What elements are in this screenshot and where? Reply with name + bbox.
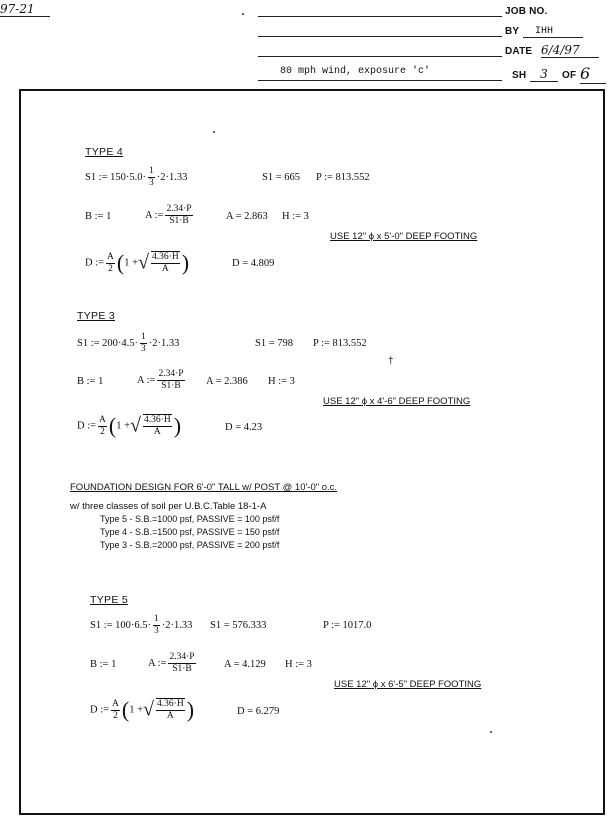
header-rule: [258, 56, 502, 57]
fraction: [157, 369, 184, 392]
d-inner: 1 +: [129, 704, 144, 716]
soil-class-line: Type 3 - S.B.=2000 psf, PASSIVE = 200 psf/f: [100, 540, 280, 550]
a-prefix: A :=: [145, 209, 164, 221]
type4-s1-equation: [85, 166, 187, 189]
job-label: JOB NO.: [505, 6, 548, 17]
stray-mark: [213, 131, 215, 133]
fraction: [151, 251, 180, 275]
fraction-denominator: A: [166, 711, 174, 721]
by-label: BY: [505, 26, 520, 37]
of-label: OF: [562, 70, 577, 81]
job-value: 97-21: [0, 2, 50, 17]
fraction-denominator: 3: [154, 626, 159, 636]
open-paren: (: [116, 250, 125, 275]
fraction: [111, 699, 120, 722]
fraction: [148, 166, 155, 189]
radical-sign: √: [138, 251, 150, 274]
fraction-denominator: S1·B: [169, 216, 189, 226]
stray-mark: †: [388, 356, 394, 367]
fraction-denominator: S1·B: [172, 664, 192, 674]
date-label: DATE: [505, 46, 533, 57]
type4-title: TYPE 4: [85, 146, 123, 158]
close-paren: ): [173, 413, 182, 438]
type3-a-equation: [137, 369, 187, 392]
fraction-denominator: A: [153, 427, 161, 437]
fraction-numerator: 1: [154, 614, 159, 624]
header-description: 80 mph wind, exposure 'c': [280, 66, 431, 77]
fraction-numerator: 2.34·P: [169, 652, 195, 662]
radical-sign: √: [143, 698, 155, 721]
fraction-denominator: A: [161, 264, 169, 274]
fraction: [106, 252, 115, 275]
header-block: [0, 0, 612, 83]
sheet-label: SH: [512, 70, 527, 81]
fraction-numerator: 2.34·P: [166, 204, 192, 214]
fraction-numerator: 4.36·H: [157, 699, 184, 709]
type3-use-note: USE 12" ϕ x 4'-6" DEEP FOOTING: [323, 396, 471, 407]
fraction-numerator: 4.36·H: [144, 415, 171, 425]
type3-s1-equation: [77, 332, 179, 355]
fraction: [140, 332, 147, 355]
type3-p-value: P := 813.552: [313, 338, 367, 349]
s1-suffix: ·2·1.33: [156, 171, 188, 183]
fraction: [165, 204, 192, 227]
type4-s1-result: S1 = 665: [262, 172, 301, 183]
d-inner: 1 +: [124, 257, 139, 269]
fraction-numerator: A: [99, 414, 106, 425]
type5-a-equation: [148, 652, 198, 675]
radical-sign: √: [130, 414, 142, 437]
a-prefix: A :=: [148, 657, 167, 669]
type5-b-def: B := 1: [90, 659, 117, 670]
open-paren: (: [108, 413, 117, 438]
header-rule: [258, 16, 502, 17]
type5-h-def: H := 3: [285, 659, 312, 670]
type4-h-def: H := 3: [282, 211, 309, 222]
fraction-denominator: 2: [113, 710, 118, 721]
fraction-denominator: 2: [108, 263, 113, 274]
s1-prefix: S1 := 200·4.5·: [77, 337, 139, 349]
type3-a-result: A = 2.386: [206, 376, 248, 387]
header-rule: [258, 80, 502, 81]
type4-b-def: B := 1: [85, 211, 112, 222]
s1-suffix: ·2·1.33: [148, 337, 180, 349]
d-prefix: D :=: [77, 420, 97, 432]
type4-d-result: D = 4.809: [232, 258, 275, 269]
type5-d-result: D = 6.279: [237, 706, 280, 717]
close-paren: ): [186, 697, 195, 722]
fraction-denominator: 2: [100, 426, 105, 437]
stray-mark: [242, 13, 244, 15]
soil-class-line: Type 5 - S.B.=1000 psf, PASSIVE = 100 psf/f: [100, 514, 280, 524]
fraction-denominator: 3: [149, 178, 154, 188]
soil-class-line: Type 4 - S.B.=1500 psf, PASSIVE = 150 psf/f: [100, 527, 280, 537]
by-value: IHH: [523, 26, 583, 38]
type4-d-equation: [85, 250, 189, 276]
fraction: [143, 414, 172, 438]
type5-d-equation: [90, 697, 194, 723]
type3-d-result: D = 4.23: [225, 422, 263, 433]
type5-title: TYPE 5: [90, 594, 128, 606]
type3-title: TYPE 3: [77, 310, 115, 322]
fraction: [168, 652, 195, 675]
type3-s1-result: S1 = 798: [255, 338, 294, 349]
d-inner: 1 +: [116, 420, 131, 432]
stray-mark: [490, 731, 492, 733]
type4-a-result: A = 2.863: [226, 211, 268, 222]
fraction-numerator: 2.34·P: [158, 369, 184, 379]
type4-a-equation: [145, 204, 195, 227]
fraction: [153, 614, 160, 637]
fraction-numerator: A: [112, 698, 119, 709]
type5-p-value: P := 1017.0: [323, 620, 372, 631]
of-value: 6: [580, 64, 606, 84]
type5-a-result: A = 4.129: [224, 659, 266, 670]
type3-d-equation: [77, 413, 181, 439]
fraction-denominator: S1·B: [161, 381, 181, 391]
a-prefix: A :=: [137, 374, 156, 386]
s1-prefix: S1 := 100·6.5·: [90, 619, 152, 631]
type5-s1-equation: [90, 614, 192, 637]
sheet-value: 3: [530, 67, 558, 82]
foundation-heading: FOUNDATION DESIGN FOR 6'-0" TALL w/ POST @ 10'-0" o.c.: [70, 482, 338, 493]
type5-use-note: USE 12" ϕ x 6'-5" DEEP FOOTING: [334, 679, 482, 690]
fraction-numerator: A: [107, 251, 114, 262]
header-rule: [258, 36, 502, 37]
close-paren: ): [181, 250, 190, 275]
s1-prefix: S1 := 150·5.0·: [85, 171, 147, 183]
type4-p-value: P := 813.552: [316, 172, 370, 183]
fraction: [98, 415, 107, 438]
type5-s1-result: S1 = 576.333: [210, 620, 267, 631]
type3-h-def: H := 3: [268, 376, 295, 387]
fraction: [156, 698, 185, 722]
s1-suffix: ·2·1.33: [161, 619, 193, 631]
fraction-numerator: 1: [149, 166, 154, 176]
fraction-denominator: 3: [141, 344, 146, 354]
fraction-numerator: 1: [141, 332, 146, 342]
d-prefix: D :=: [85, 257, 105, 269]
type4-use-note: USE 12" ϕ x 5'-0" DEEP FOOTING: [330, 231, 478, 242]
open-paren: (: [121, 697, 130, 722]
d-prefix: D :=: [90, 704, 110, 716]
date-value: 6/4/97: [541, 43, 599, 58]
type3-b-def: B := 1: [77, 376, 104, 387]
fraction-numerator: 4.36·H: [152, 252, 179, 262]
foundation-intro: w/ three classes of soil per U.B.C.Table 18-1-A: [70, 501, 267, 512]
